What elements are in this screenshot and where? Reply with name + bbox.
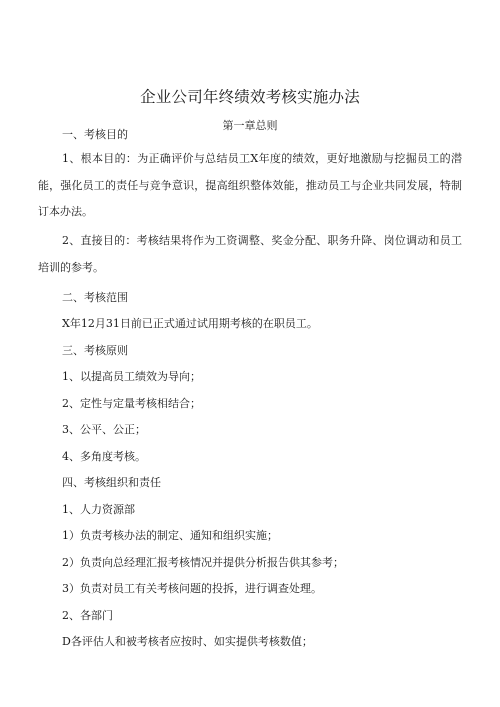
list-item-hr-duty-1: 1）负责考核办法的制定、通知和组织实施； [62, 529, 278, 542]
section-heading-scope: 二、考核范围 [62, 291, 128, 304]
list-item-principle-2: 2、定性与定量考核相结合； [62, 397, 201, 410]
section-heading-organization: 四、考核组织和责任 [62, 476, 161, 489]
list-item-department-duty-1: D各评估人和被考核者应按时、如实提供考核数值； [62, 635, 313, 648]
list-item-hr-duty-3: 3）负责对员工有关考核问题的投拆，进行调查处理。 [62, 582, 322, 595]
subsection-departments: 2、各部门 [62, 609, 113, 622]
list-item-principle-4: 4、多角度考核。 [62, 450, 146, 463]
paragraph-fundamental-purpose: 1、根本目的：为正确评价与总结员工X年度的绩效，更好地激励与挖掘员工的潜能，强化员工的责任与竞争意识，提高组织整体效能，推动员工与企业共同发展，特制订本办法。 [38, 152, 462, 218]
list-item-principle-3: 3、公平、公正； [62, 423, 146, 436]
list-item-principle-1: 1、以提高员工绩效为导向； [62, 370, 201, 383]
subsection-hr-department: 1、人力资源部 [62, 503, 135, 516]
chapter-heading: 第一章总则 [222, 119, 278, 132]
document-title: 企业公司年终绩效考核实施办法 [140, 88, 360, 106]
list-item-hr-duty-2: 2）负责向总经理汇报考核情况并提供分析报告供其参考； [62, 556, 344, 569]
paragraph-scope: X年12月31日前已正式通过试用期考核的在职员工。 [62, 317, 318, 330]
section-heading-purpose: 一、考核目的 [62, 128, 128, 141]
section-heading-principles: 三、考核原则 [62, 344, 128, 357]
paragraph-direct-purpose: 2、直接目的：考核结果将作为工资调整、奖金分配、职务升降、岗位调动和员工培训的参考。 [38, 234, 462, 274]
